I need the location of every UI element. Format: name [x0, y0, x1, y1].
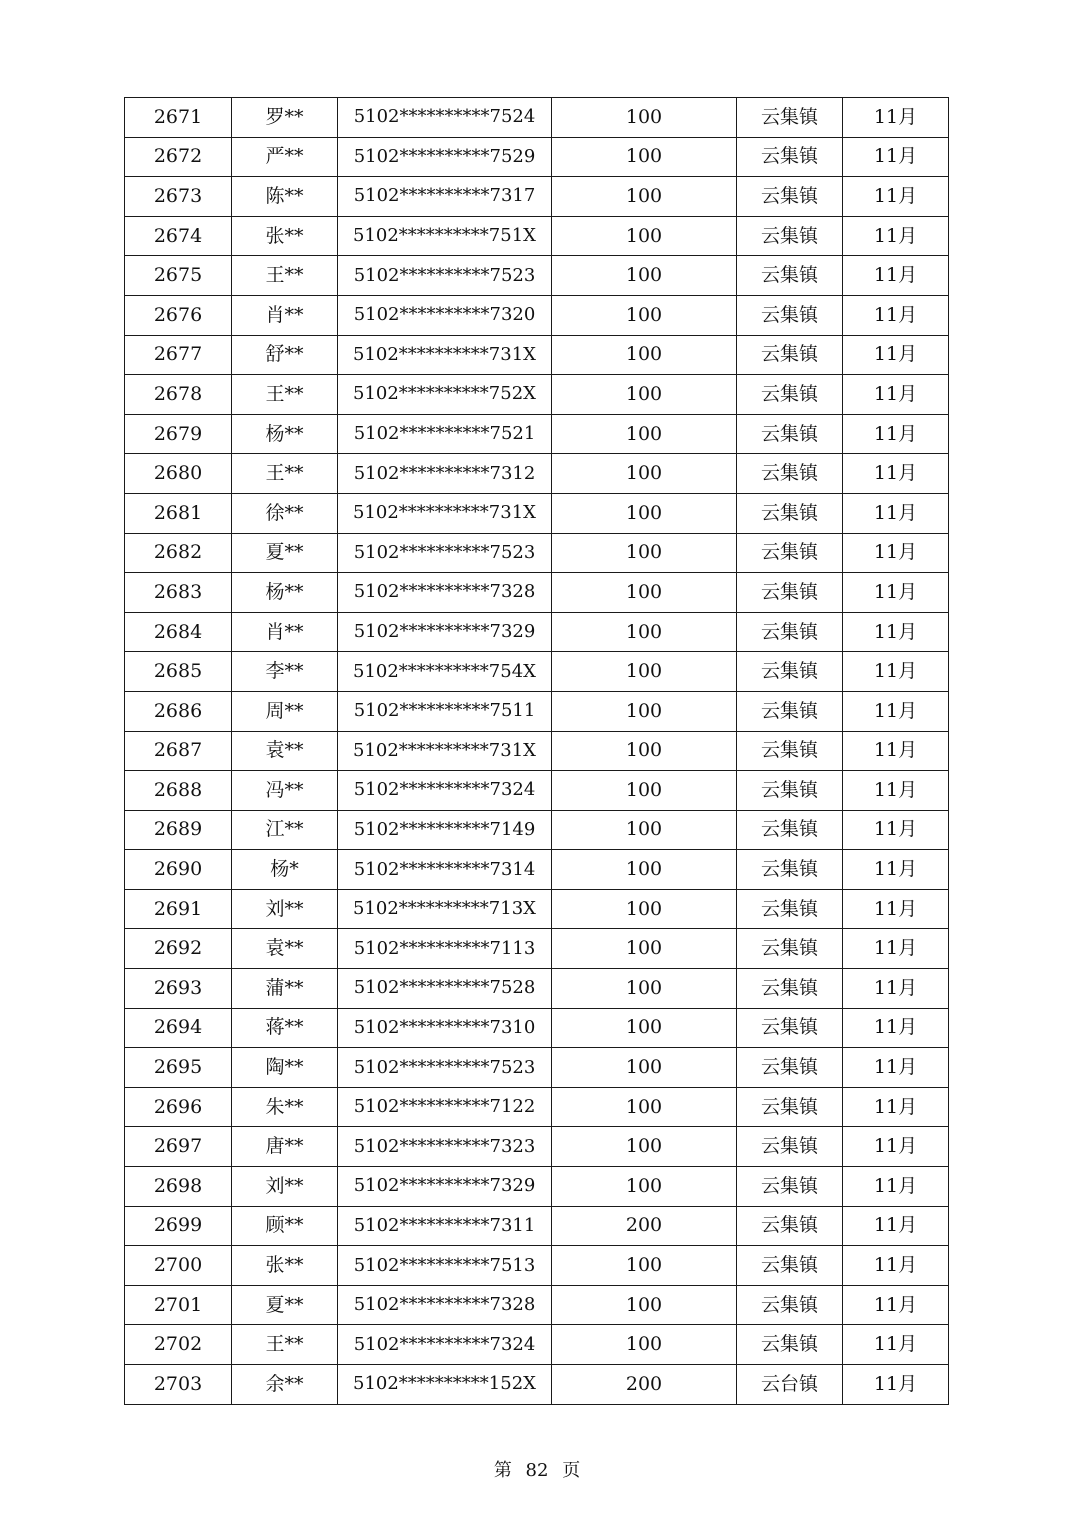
id-number-cell: 5102**********7529 — [338, 137, 552, 177]
amount-cell: 100 — [552, 493, 737, 533]
amount-cell: 100 — [552, 652, 737, 692]
table-row — [125, 1008, 949, 1048]
row-number-cell: 2690 — [125, 850, 232, 890]
table-row — [125, 256, 949, 296]
town-cell: 云集镇 — [737, 137, 843, 177]
row-number-cell: 2689 — [125, 810, 232, 850]
row-number-cell: 2699 — [125, 1206, 232, 1246]
amount-cell: 100 — [552, 810, 737, 850]
table-row — [125, 533, 949, 573]
name-cell: 罗** — [232, 98, 338, 138]
town-cell: 云集镇 — [737, 652, 843, 692]
row-number-cell: 2702 — [125, 1325, 232, 1365]
id-number-cell: 5102**********7320 — [338, 295, 552, 335]
amount-cell: 100 — [552, 573, 737, 613]
table-row — [125, 1365, 949, 1405]
id-number-cell: 5102**********7310 — [338, 1008, 552, 1048]
table-row — [125, 216, 949, 256]
town-cell: 云集镇 — [737, 98, 843, 138]
table-row — [125, 652, 949, 692]
id-number-cell: 5102**********7324 — [338, 771, 552, 811]
town-cell: 云集镇 — [737, 493, 843, 533]
id-number-cell: 5102**********7329 — [338, 612, 552, 652]
amount-cell: 100 — [552, 1087, 737, 1127]
month-cell: 11月 — [843, 1167, 949, 1207]
row-number-cell: 2688 — [125, 771, 232, 811]
town-cell: 云集镇 — [737, 177, 843, 217]
row-number-cell: 2672 — [125, 137, 232, 177]
row-number-cell: 2697 — [125, 1127, 232, 1167]
row-number-cell: 2694 — [125, 1008, 232, 1048]
month-cell: 11月 — [843, 216, 949, 256]
month-cell: 11月 — [843, 177, 949, 217]
month-cell: 11月 — [843, 137, 949, 177]
name-cell: 袁** — [232, 929, 338, 969]
month-cell: 11月 — [843, 533, 949, 573]
name-cell: 王** — [232, 454, 338, 494]
row-number-cell: 2676 — [125, 295, 232, 335]
table-row — [125, 771, 949, 811]
name-cell: 王** — [232, 1325, 338, 1365]
table-row — [125, 929, 949, 969]
amount-cell: 200 — [552, 1206, 737, 1246]
name-cell: 蒋** — [232, 1008, 338, 1048]
month-cell: 11月 — [843, 1365, 949, 1405]
table-row — [125, 1285, 949, 1325]
table-row — [125, 1127, 949, 1167]
amount-cell: 100 — [552, 731, 737, 771]
table-row — [125, 612, 949, 652]
amount-cell: 100 — [552, 256, 737, 296]
table-row — [125, 454, 949, 494]
month-cell: 11月 — [843, 1246, 949, 1286]
table-row — [125, 1087, 949, 1127]
town-cell: 云集镇 — [737, 731, 843, 771]
town-cell: 云集镇 — [737, 256, 843, 296]
town-cell: 云集镇 — [737, 414, 843, 454]
table-row — [125, 1048, 949, 1088]
table-row — [125, 295, 949, 335]
id-number-cell: 5102**********7122 — [338, 1087, 552, 1127]
table-row — [125, 889, 949, 929]
row-number-cell: 2677 — [125, 335, 232, 375]
month-cell: 11月 — [843, 1008, 949, 1048]
amount-cell: 100 — [552, 98, 737, 138]
row-number-cell: 2673 — [125, 177, 232, 217]
name-cell: 舒** — [232, 335, 338, 375]
name-cell: 余** — [232, 1365, 338, 1405]
row-number-cell: 2678 — [125, 375, 232, 415]
month-cell: 11月 — [843, 612, 949, 652]
page-number: 82 — [525, 1460, 549, 1481]
id-number-cell: 5102**********7311 — [338, 1206, 552, 1246]
row-number-cell: 2679 — [125, 414, 232, 454]
table-row — [125, 573, 949, 613]
page-footer — [0, 1456, 1074, 1482]
id-number-cell: 5102**********7329 — [338, 1167, 552, 1207]
row-number-cell: 2701 — [125, 1285, 232, 1325]
name-cell: 肖** — [232, 295, 338, 335]
row-number-cell: 2700 — [125, 1246, 232, 1286]
name-cell: 夏** — [232, 533, 338, 573]
table-row — [125, 731, 949, 771]
name-cell: 江** — [232, 810, 338, 850]
id-number-cell: 5102**********7521 — [338, 414, 552, 454]
month-cell: 11月 — [843, 810, 949, 850]
page-label-prefix: 第 — [493, 1460, 512, 1481]
id-number-cell: 5102**********7113 — [338, 929, 552, 969]
name-cell: 严** — [232, 137, 338, 177]
id-number-cell: 5102**********7524 — [338, 98, 552, 138]
town-cell: 云集镇 — [737, 1246, 843, 1286]
row-number-cell: 2686 — [125, 691, 232, 731]
amount-cell: 100 — [552, 1048, 737, 1088]
row-number-cell: 2703 — [125, 1365, 232, 1405]
name-cell: 徐** — [232, 493, 338, 533]
row-number-cell: 2696 — [125, 1087, 232, 1127]
month-cell: 11月 — [843, 850, 949, 890]
row-number-cell: 2674 — [125, 216, 232, 256]
row-number-cell: 2693 — [125, 969, 232, 1009]
amount-cell: 100 — [552, 1285, 737, 1325]
table-row — [125, 969, 949, 1009]
name-cell: 陶** — [232, 1048, 338, 1088]
month-cell: 11月 — [843, 889, 949, 929]
amount-cell: 100 — [552, 335, 737, 375]
name-cell: 冯** — [232, 771, 338, 811]
row-number-cell: 2671 — [125, 98, 232, 138]
town-cell: 云集镇 — [737, 295, 843, 335]
month-cell: 11月 — [843, 652, 949, 692]
town-cell: 云台镇 — [737, 1365, 843, 1405]
name-cell: 朱** — [232, 1087, 338, 1127]
town-cell: 云集镇 — [737, 850, 843, 890]
amount-cell: 100 — [552, 375, 737, 415]
month-cell: 11月 — [843, 929, 949, 969]
amount-cell: 100 — [552, 889, 737, 929]
name-cell: 杨* — [232, 850, 338, 890]
amount-cell: 100 — [552, 295, 737, 335]
row-number-cell: 2695 — [125, 1048, 232, 1088]
table-row — [125, 414, 949, 454]
month-cell: 11月 — [843, 1048, 949, 1088]
id-number-cell: 5102**********152X — [338, 1365, 552, 1405]
table-row — [125, 850, 949, 890]
town-cell: 云集镇 — [737, 929, 843, 969]
page-label-suffix: 页 — [562, 1460, 581, 1481]
month-cell: 11月 — [843, 295, 949, 335]
name-cell: 刘** — [232, 889, 338, 929]
row-number-cell: 2698 — [125, 1167, 232, 1207]
id-number-cell: 5102**********7149 — [338, 810, 552, 850]
town-cell: 云集镇 — [737, 1048, 843, 1088]
amount-cell: 100 — [552, 1167, 737, 1207]
row-number-cell: 2684 — [125, 612, 232, 652]
name-cell: 王** — [232, 256, 338, 296]
id-number-cell: 5102**********7312 — [338, 454, 552, 494]
name-cell: 张** — [232, 1246, 338, 1286]
id-number-cell: 5102**********731X — [338, 335, 552, 375]
town-cell: 云集镇 — [737, 771, 843, 811]
month-cell: 11月 — [843, 573, 949, 613]
name-cell: 李** — [232, 652, 338, 692]
name-cell: 肖** — [232, 612, 338, 652]
amount-cell: 100 — [552, 454, 737, 494]
month-cell: 11月 — [843, 1206, 949, 1246]
amount-cell: 100 — [552, 216, 737, 256]
name-cell: 刘** — [232, 1167, 338, 1207]
month-cell: 11月 — [843, 1285, 949, 1325]
month-cell: 11月 — [843, 1325, 949, 1365]
amount-cell: 100 — [552, 533, 737, 573]
month-cell: 11月 — [843, 1127, 949, 1167]
id-number-cell: 5102**********7513 — [338, 1246, 552, 1286]
month-cell: 11月 — [843, 375, 949, 415]
table-row — [125, 1325, 949, 1365]
town-cell: 云集镇 — [737, 533, 843, 573]
row-number-cell: 2681 — [125, 493, 232, 533]
id-number-cell: 5102**********731X — [338, 731, 552, 771]
amount-cell: 100 — [552, 1325, 737, 1365]
name-cell: 杨** — [232, 414, 338, 454]
row-number-cell: 2691 — [125, 889, 232, 929]
town-cell: 云集镇 — [737, 375, 843, 415]
row-number-cell: 2692 — [125, 929, 232, 969]
row-number-cell: 2683 — [125, 573, 232, 613]
table-row — [125, 375, 949, 415]
name-cell: 顾** — [232, 1206, 338, 1246]
table-row — [125, 493, 949, 533]
name-cell: 周** — [232, 691, 338, 731]
town-cell: 云集镇 — [737, 573, 843, 613]
amount-cell: 100 — [552, 771, 737, 811]
town-cell: 云集镇 — [737, 1087, 843, 1127]
town-cell: 云集镇 — [737, 969, 843, 1009]
name-cell: 唐** — [232, 1127, 338, 1167]
month-cell: 11月 — [843, 969, 949, 1009]
town-cell: 云集镇 — [737, 1008, 843, 1048]
row-number-cell: 2675 — [125, 256, 232, 296]
month-cell: 11月 — [843, 414, 949, 454]
name-cell: 杨** — [232, 573, 338, 613]
town-cell: 云集镇 — [737, 810, 843, 850]
month-cell: 11月 — [843, 493, 949, 533]
id-number-cell: 5102**********7523 — [338, 533, 552, 573]
amount-cell: 100 — [552, 612, 737, 652]
town-cell: 云集镇 — [737, 612, 843, 652]
amount-cell: 100 — [552, 969, 737, 1009]
amount-cell: 100 — [552, 1008, 737, 1048]
id-number-cell: 5102**********7328 — [338, 573, 552, 613]
town-cell: 云集镇 — [737, 1206, 843, 1246]
amount-cell: 100 — [552, 691, 737, 731]
id-number-cell: 5102**********731X — [338, 493, 552, 533]
table-row — [125, 691, 949, 731]
id-number-cell: 5102**********7314 — [338, 850, 552, 890]
amount-cell: 100 — [552, 1127, 737, 1167]
id-number-cell: 5102**********7523 — [338, 256, 552, 296]
month-cell: 11月 — [843, 454, 949, 494]
amount-cell: 100 — [552, 1246, 737, 1286]
town-cell: 云集镇 — [737, 1167, 843, 1207]
table-row — [125, 810, 949, 850]
name-cell: 袁** — [232, 731, 338, 771]
id-number-cell: 5102**********7511 — [338, 691, 552, 731]
id-number-cell: 5102**********7323 — [338, 1127, 552, 1167]
town-cell: 云集镇 — [737, 1127, 843, 1167]
table-row — [125, 1206, 949, 1246]
roster-table — [124, 97, 949, 1405]
id-number-cell: 5102**********7328 — [338, 1285, 552, 1325]
name-cell: 王** — [232, 375, 338, 415]
month-cell: 11月 — [843, 771, 949, 811]
month-cell: 11月 — [843, 335, 949, 375]
table-row — [125, 137, 949, 177]
month-cell: 11月 — [843, 98, 949, 138]
amount-cell: 100 — [552, 414, 737, 454]
id-number-cell: 5102**********752X — [338, 375, 552, 415]
town-cell: 云集镇 — [737, 335, 843, 375]
month-cell: 11月 — [843, 256, 949, 296]
amount-cell: 100 — [552, 137, 737, 177]
name-cell: 夏** — [232, 1285, 338, 1325]
town-cell: 云集镇 — [737, 216, 843, 256]
row-number-cell: 2682 — [125, 533, 232, 573]
amount-cell: 100 — [552, 177, 737, 217]
id-number-cell: 5102**********7528 — [338, 969, 552, 1009]
id-number-cell: 5102**********7523 — [338, 1048, 552, 1088]
name-cell: 张** — [232, 216, 338, 256]
amount-cell: 200 — [552, 1365, 737, 1405]
month-cell: 11月 — [843, 731, 949, 771]
amount-cell: 100 — [552, 850, 737, 890]
table-row — [125, 335, 949, 375]
table-row — [125, 1246, 949, 1286]
name-cell: 陈** — [232, 177, 338, 217]
town-cell: 云集镇 — [737, 691, 843, 731]
id-number-cell: 5102**********7324 — [338, 1325, 552, 1365]
town-cell: 云集镇 — [737, 1325, 843, 1365]
row-number-cell: 2685 — [125, 652, 232, 692]
name-cell: 蒲** — [232, 969, 338, 1009]
month-cell: 11月 — [843, 691, 949, 731]
town-cell: 云集镇 — [737, 889, 843, 929]
month-cell: 11月 — [843, 1087, 949, 1127]
row-number-cell: 2680 — [125, 454, 232, 494]
town-cell: 云集镇 — [737, 1285, 843, 1325]
id-number-cell: 5102**********754X — [338, 652, 552, 692]
town-cell: 云集镇 — [737, 454, 843, 494]
amount-cell: 100 — [552, 929, 737, 969]
id-number-cell: 5102**********751X — [338, 216, 552, 256]
id-number-cell: 5102**********7317 — [338, 177, 552, 217]
row-number-cell: 2687 — [125, 731, 232, 771]
id-number-cell: 5102**********713X — [338, 889, 552, 929]
table-row — [125, 1167, 949, 1207]
table-row — [125, 98, 949, 138]
table-row — [125, 177, 949, 217]
roster-table-body — [125, 98, 949, 1405]
